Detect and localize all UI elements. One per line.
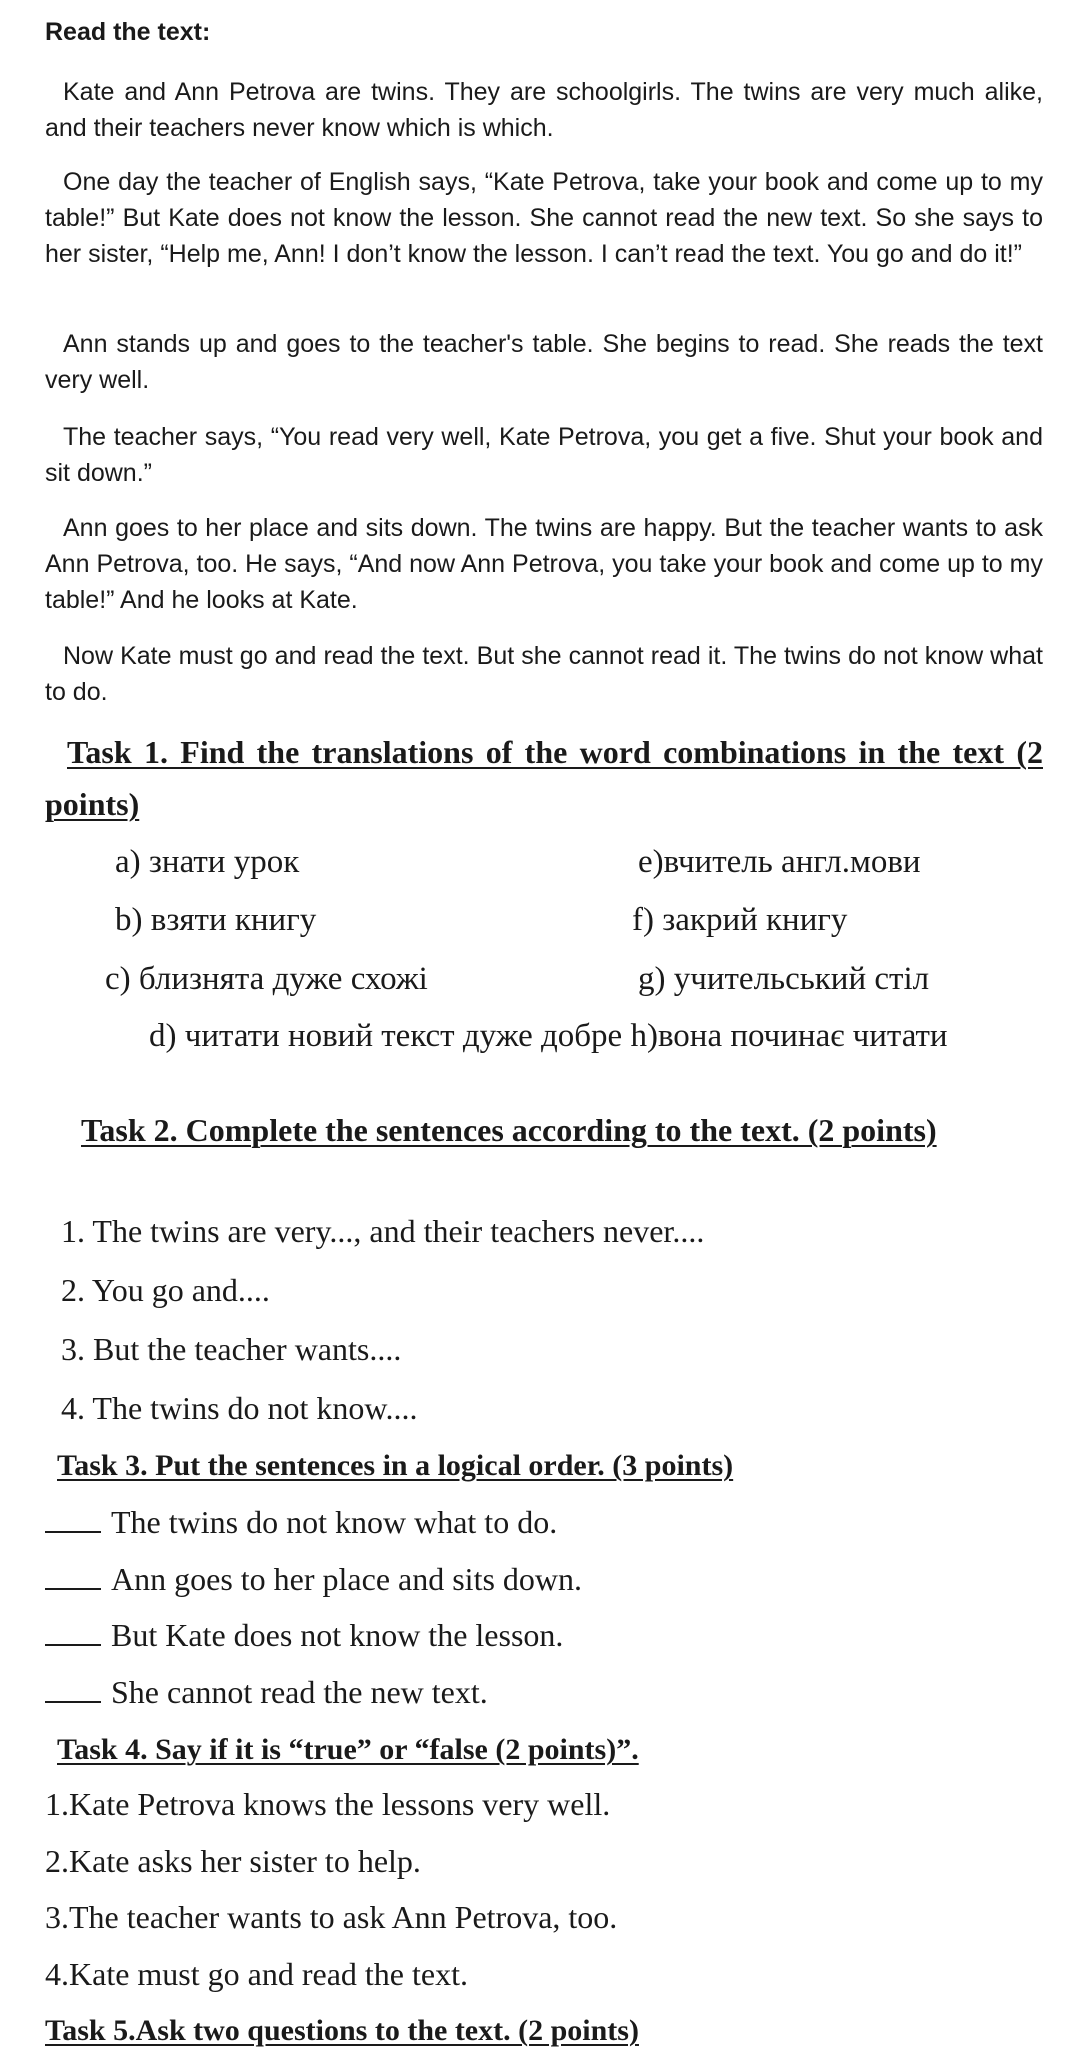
answer-blank[interactable] (45, 1587, 101, 1590)
task2-sentence-4: 4. The twins do not know.... (61, 1390, 418, 1426)
task2-title: Task 2. Complete the sentences according to the text. (2 points) (81, 1112, 937, 1148)
task3-sentence-3 (45, 1615, 563, 1655)
task1-item-d-h: d) читати новий текст дуже добре h)вона починає читати (149, 1018, 948, 1054)
task3-sentence-text: Ann goes to her place and sits down. (111, 1561, 583, 1597)
reading-heading: Read the text: (45, 18, 211, 46)
task4-statement-3: 3.The teacher wants to ask Ann Petrova, too. (45, 1899, 618, 1935)
task1-item-e: e)вчитель англ.мови (638, 844, 921, 880)
task3-sentence-text: The twins do not know what to do. (111, 1504, 558, 1540)
task2-sentence-2: 2. You go and.... (61, 1272, 270, 1308)
paragraph-1: Kate and Ann Petrova are twins. They are schoolgirls. The twins are very much alike, and their teachers never know which is which. (45, 78, 1043, 142)
paragraph-4: The teacher says, “You read very well, Kate Petrova, you get a five. Shut your book and sit down.” (45, 423, 1043, 487)
answer-blank[interactable] (45, 1700, 101, 1703)
task1-item-b: b) взяти книгу (115, 902, 317, 938)
task4-statement-2: 2.Kate asks her sister to help. (45, 1843, 421, 1879)
paragraph-3: Ann stands up and goes to the teacher's table. She begins to read. She reads the text very well. (45, 330, 1043, 394)
task5-title: Task 5.Ask two questions to the text. (2 points) (45, 2014, 639, 2047)
task3-sentence-1 (45, 1502, 557, 1542)
task3-sentence-4 (45, 1672, 488, 1712)
task3-sentence-2 (45, 1559, 582, 1599)
task4-title: Task 4. Say if it is “true” or “false (2 points)”. (57, 1733, 639, 1766)
task3-sentence-text: But Kate does not know the lesson. (111, 1617, 564, 1653)
task2-sentence-3: 3. But the teacher wants.... (61, 1331, 402, 1367)
task1-item-a: a) знати урок (115, 844, 300, 880)
task1-item-g: g) учительський стіл (638, 961, 930, 997)
task1-title: Task 1. Find the translations of the word combinations in the text (2 points) (45, 734, 1043, 822)
answer-blank[interactable] (45, 1643, 101, 1646)
answer-blank[interactable] (45, 1530, 101, 1533)
task4-statement-4: 4.Kate must go and read the text. (45, 1956, 468, 1992)
paragraph-5: Ann goes to her place and sits down. The twins are happy. But the teacher wants to ask Ann Petrova, too. He says, “And now Ann Petrova, you take your book and come up to my table!” And he looks at Kate. (45, 514, 1043, 614)
task2-sentence-1: 1. The twins are very..., and their teachers never.... (61, 1213, 705, 1249)
task1-item-f: f) закрий книгу (632, 902, 848, 938)
task4-statement-1: 1.Kate Petrova knows the lessons very well. (45, 1786, 611, 1822)
task3-title: Task 3. Put the sentences in a logical order. (3 points) (57, 1449, 734, 1482)
paragraph-6: Now Kate must go and read the text. But she cannot read it. The twins do not know what to do. (45, 642, 1043, 706)
paragraph-2: One day the teacher of English says, “Kate Petrova, take your book and come up to my table!” But Kate does not know the lesson. She cannot read the new text. So she says to her sister, “Help me, Ann! I don’t know the lesson. I can’t read the text. You go and do it!” (45, 168, 1043, 268)
task1-item-c: c) близнята дуже схожі (105, 961, 428, 997)
task3-sentence-text: She cannot read the new text. (111, 1674, 488, 1710)
